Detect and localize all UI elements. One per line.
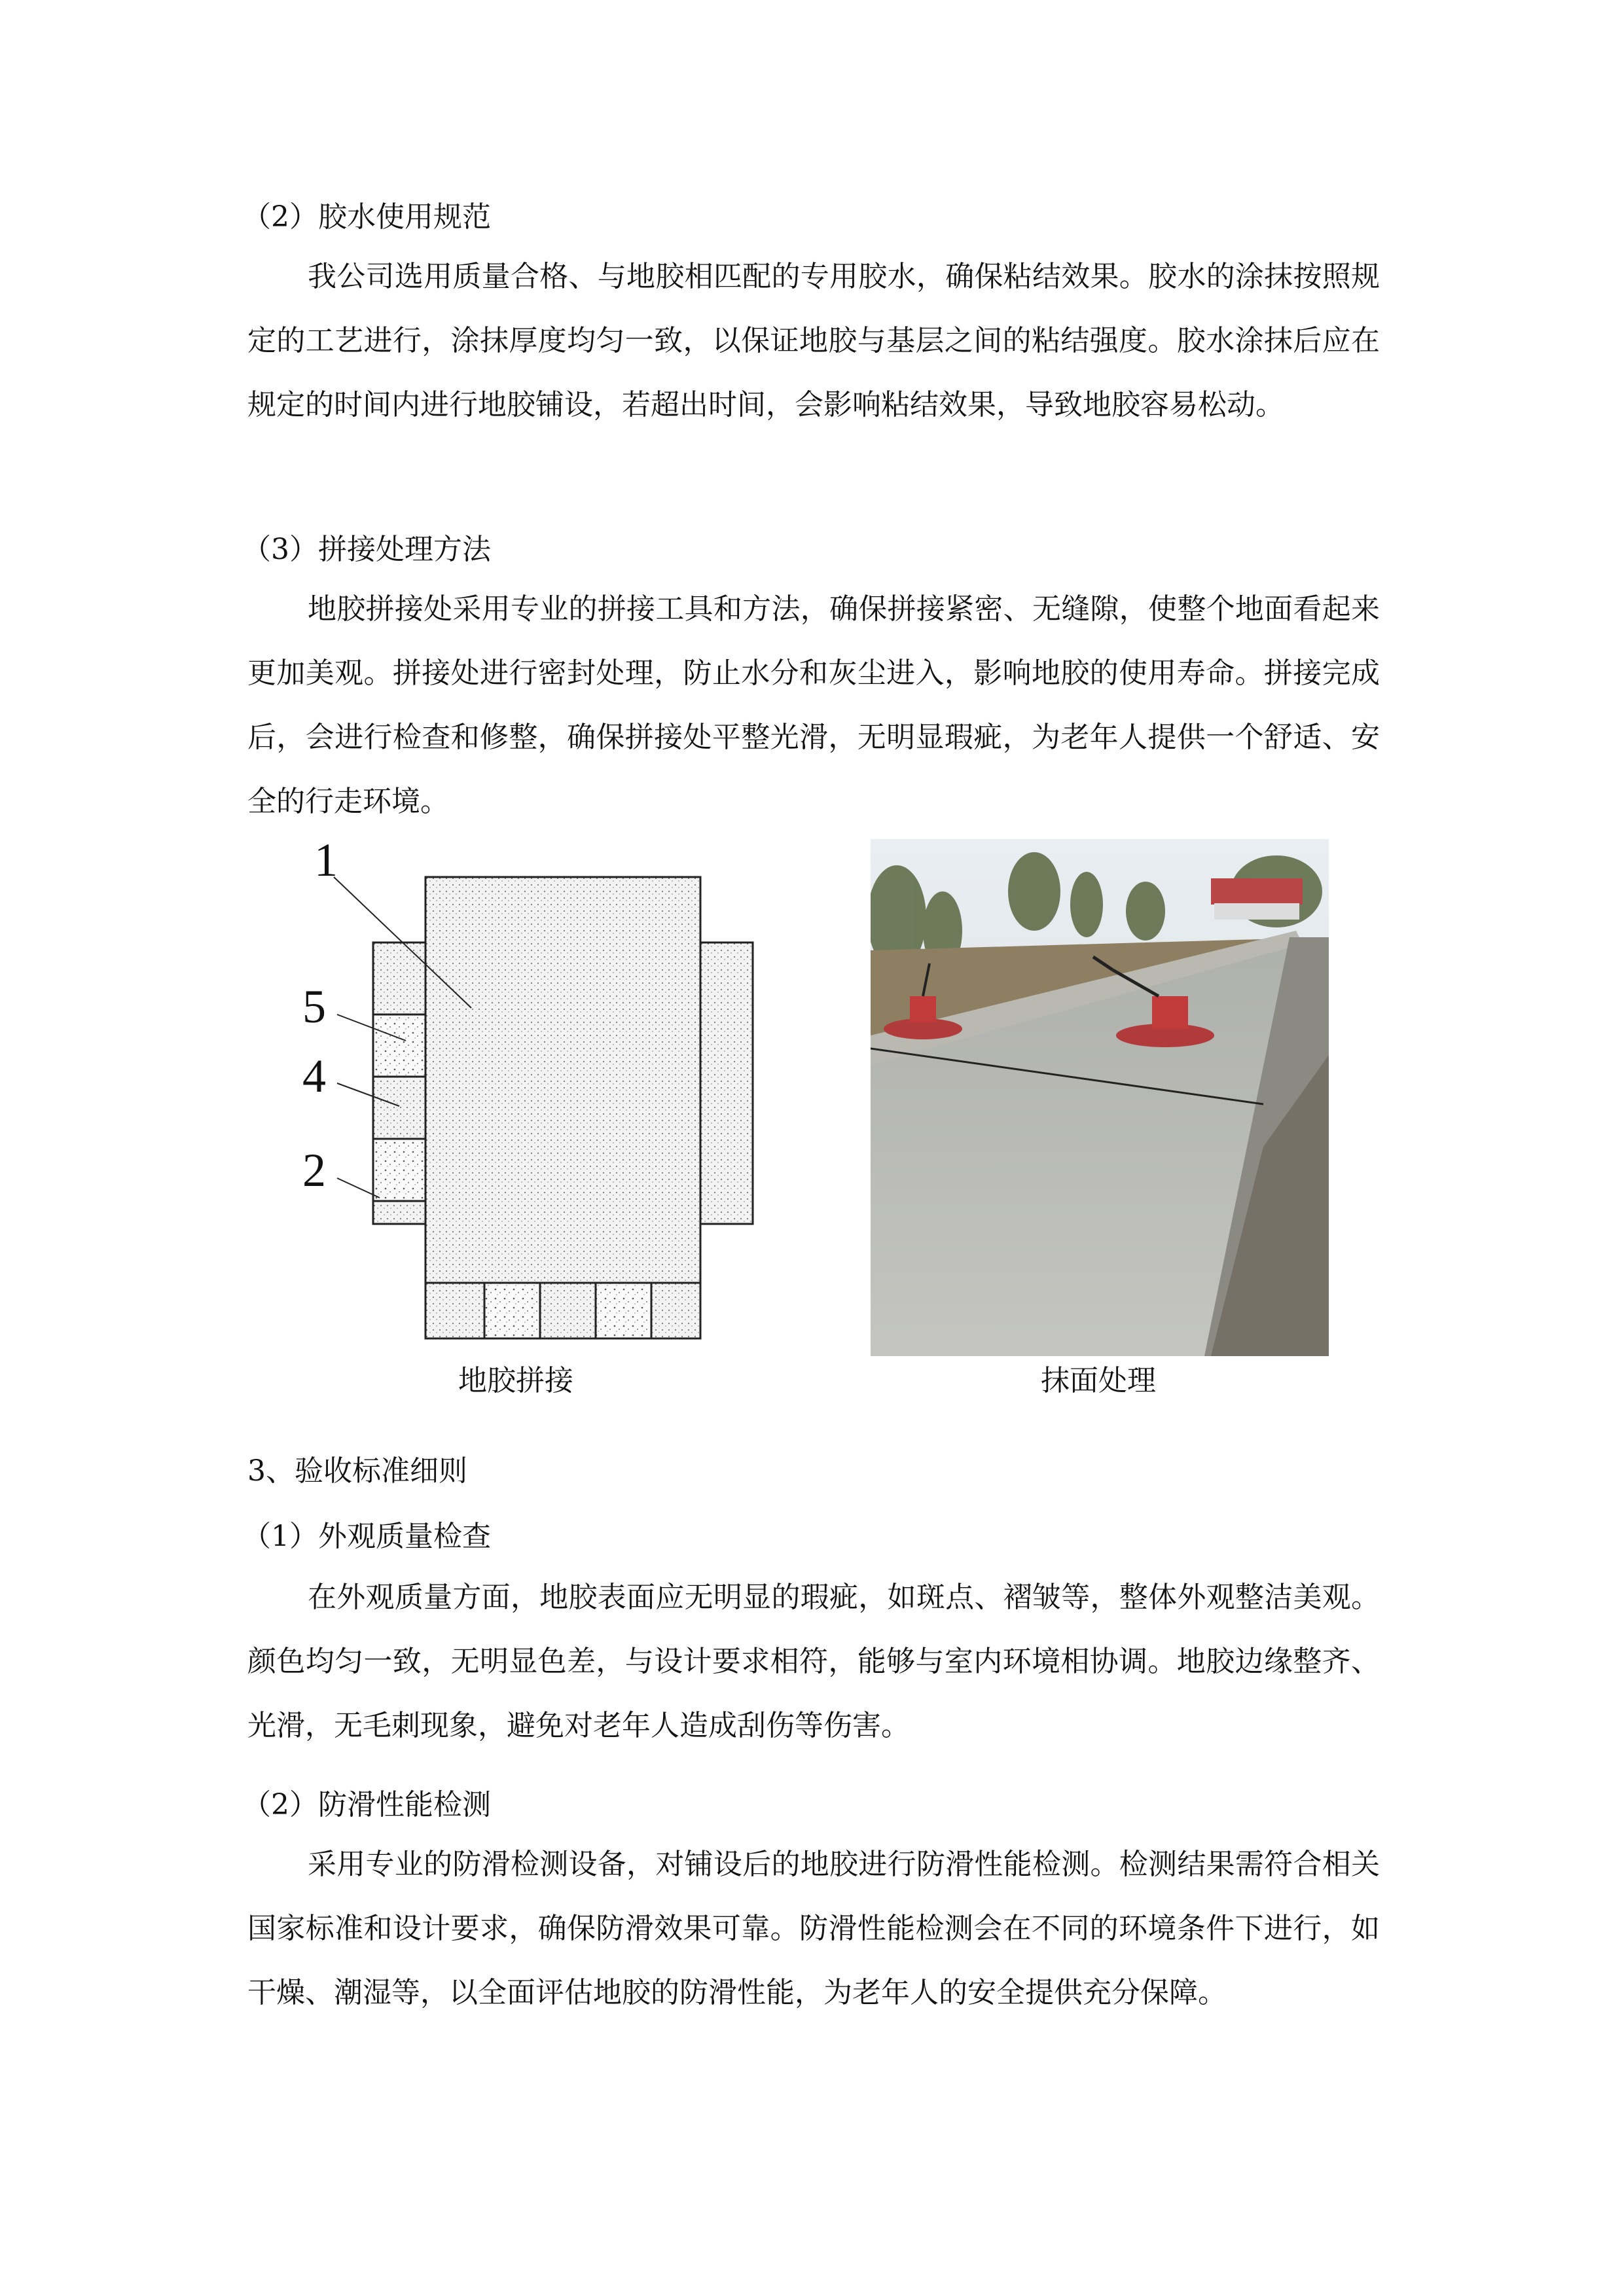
bottom-block-3: [596, 1283, 651, 1338]
joint-block-2: [373, 1139, 425, 1201]
paragraph-appearance: 在外观质量方面，地胶表面应无明显的瑕疵，如斑点、褶皱等，整体外观整洁美观。颜色均匀一致，无明显色差，与设计要求相符，能够与室内环境相协调。地胶边缘整齐、光滑，无毛刺现象，避免对老年人造成刮伤等伤害。: [247, 1581, 1380, 1742]
caption-splice: 地胶拼接: [458, 1364, 573, 1397]
section-heading-antislip: （2）防滑性能检测: [242, 1788, 491, 1821]
label-5: 5: [302, 980, 326, 1033]
main-tile: [425, 877, 700, 1283]
section-heading-splicing: （3）拼接处理方法: [242, 533, 491, 566]
joint-block-4: [373, 1077, 425, 1139]
splice-diagram-svg: [301, 838, 792, 1355]
paragraph-glue: 我公司选用质量合格、与地胶相匹配的专用胶水，确保粘结效果。胶水的涂抹按照规定的工艺进行，涂抹厚度均匀一致，以保证地胶与基层之间的粘结强度。胶水涂抹后应在规定的时间内进行地胶铺设，若超出时间，会影响粘结效果，导致地胶容易松动。: [247, 260, 1380, 422]
splice-diagram: [301, 838, 792, 1355]
section-heading-glue: （2）胶水使用规范: [242, 200, 491, 234]
troweling-photo-svg: [871, 839, 1329, 1356]
caption-troweling: 抹面处理: [1041, 1364, 1156, 1397]
paragraph-antislip: 采用专业的防滑检测设备，对铺设后的地胶进行防滑性能检测。检测结果需符合相关国家标准和设计要求，确保防滑效果可靠。防滑性能检测会在不同的环境条件下进行，如干燥、潮湿等，以全面评估地胶的防滑性能，为老年人的安全提供充分保障。: [247, 1848, 1380, 2009]
right-strip: [700, 942, 753, 1224]
label-2: 2: [302, 1144, 326, 1196]
bottom-block-1: [484, 1283, 540, 1338]
bottom-block-2: [540, 1283, 596, 1338]
section-heading-appearance: （1）外观质量检查: [242, 1520, 491, 1553]
joint-block-5: [373, 1014, 425, 1077]
section-title-acceptance: 3、验收标准细则: [247, 1454, 467, 1488]
label-1: 1: [314, 838, 338, 886]
troweling-photo: [871, 839, 1329, 1356]
label-4: 4: [302, 1050, 326, 1102]
paragraph-splicing: 地胶拼接处采用专业的拼接工具和方法，确保拼接紧密、无缝隙，使整个地面看起来更加美观。拼接处进行密封处理，防止水分和灰尘进入，影响地胶的使用寿命。拼接完成后，会进行检查和修整，确保拼接处平整光滑，无明显瑕疵，为老年人提供一个舒适、安全的行走环境。: [247, 592, 1380, 818]
